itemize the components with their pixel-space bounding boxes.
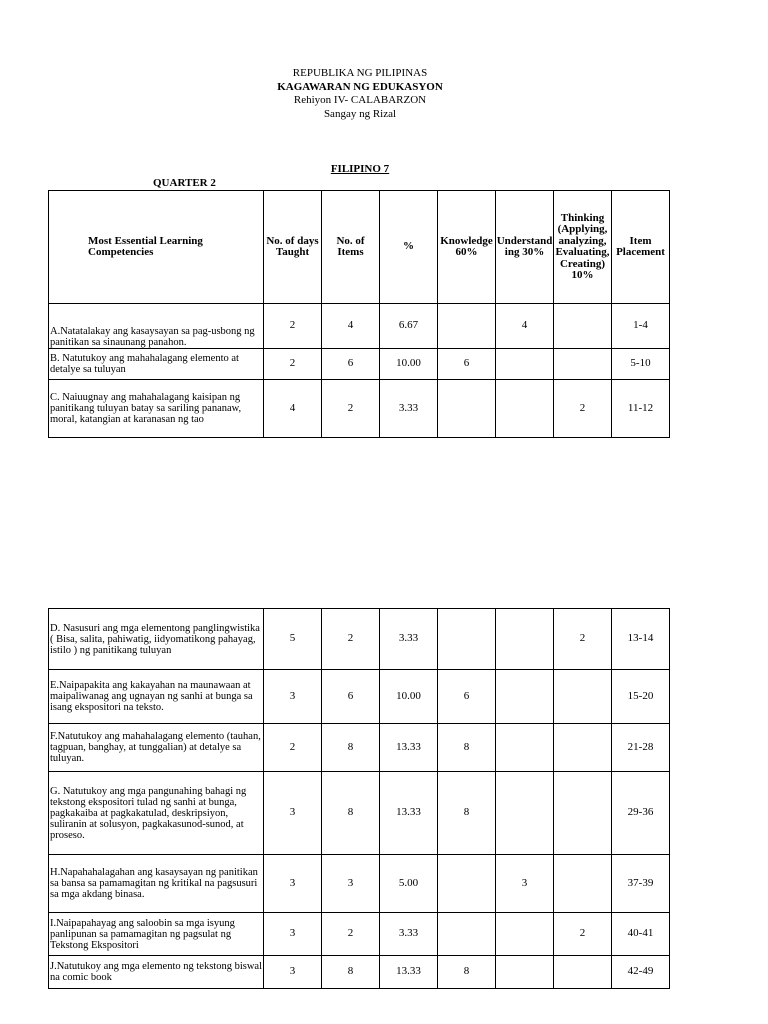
percent-cell: 3.33 <box>380 609 438 670</box>
items-cell: 2 <box>322 913 380 956</box>
placement-cell: 29-36 <box>612 772 670 855</box>
percent-cell: 13.33 <box>380 772 438 855</box>
placement-cell: 21-28 <box>612 724 670 772</box>
table-header-row <box>49 191 670 304</box>
understanding-cell: 3 <box>496 855 554 913</box>
thinking-cell <box>554 670 612 724</box>
knowledge-cell <box>438 913 496 956</box>
knowledge-cell: 8 <box>438 956 496 989</box>
days-cell: 3 <box>264 772 322 855</box>
days-cell: 2 <box>264 724 322 772</box>
competency-cell: C. Naiuugnay ang mahahalagang kaisipan ng panitikang tuluyan batay sa sariling pananaw, moral, katangian at karanasan ng tao <box>49 380 264 438</box>
placement-cell: 11-12 <box>612 380 670 438</box>
understanding-cell <box>496 609 554 670</box>
understanding-cell: 4 <box>496 304 554 349</box>
competency-cell: B. Natutukoy ang mahahalagang elemento at detalye sa tuluyan <box>49 349 264 380</box>
table-row <box>49 609 670 670</box>
thinking-cell <box>554 349 612 380</box>
placement-cell: 40-41 <box>612 913 670 956</box>
competency-cell: J.Natutukoy ang mga elemento ng tekstong biswal na comic book <box>49 956 264 989</box>
knowledge-cell: 6 <box>438 349 496 380</box>
items-cell: 8 <box>322 724 380 772</box>
percent-cell: 5.00 <box>380 855 438 913</box>
items-cell: 2 <box>322 380 380 438</box>
competency-cell: E.Naipapakita ang kakayahan na maunawaan at maipaliwanag ang ugnayan ng sanhi at bunga sa isang ekspositori na teksto. <box>49 670 264 724</box>
days-cell: 3 <box>264 855 322 913</box>
knowledge-cell <box>438 855 496 913</box>
understanding-cell <box>496 956 554 989</box>
days-cell: 3 <box>264 670 322 724</box>
thinking-cell: 2 <box>554 609 612 670</box>
percent-cell: 3.33 <box>380 913 438 956</box>
placement-cell: 15-20 <box>612 670 670 724</box>
competency-cell: F.Natutukoy ang mahahalagang elemento (tauhan, tagpuan, banghay, at tunggalian) at detalye sa tuluyan. <box>49 724 264 772</box>
understanding-cell <box>496 349 554 380</box>
knowledge-cell: 8 <box>438 724 496 772</box>
thinking-cell: 2 <box>554 913 612 956</box>
percent-cell: 13.33 <box>380 724 438 772</box>
understanding-cell <box>496 724 554 772</box>
items-cell: 4 <box>322 304 380 349</box>
col-header-days: No. of days Taught <box>264 191 322 304</box>
days-cell: 2 <box>264 349 322 380</box>
competency-cell: I.Naipapahayag ang saloobin sa mga isyung panlipunan sa pamamagitan ng pagsulat ng Tekstong Ekspositori <box>49 913 264 956</box>
placement-cell: 1-4 <box>612 304 670 349</box>
table-row <box>49 913 670 956</box>
placement-cell: 13-14 <box>612 609 670 670</box>
quarter-label: QUARTER 2 <box>153 177 216 189</box>
thinking-cell <box>554 724 612 772</box>
subject-title: FILIPINO 7 <box>330 163 390 175</box>
items-cell: 3 <box>322 855 380 913</box>
percent-cell: 3.33 <box>380 380 438 438</box>
thinking-cell <box>554 956 612 989</box>
thinking-cell <box>554 855 612 913</box>
percent-cell: 10.00 <box>380 670 438 724</box>
days-cell: 2 <box>264 304 322 349</box>
understanding-cell <box>496 670 554 724</box>
days-cell: 3 <box>264 956 322 989</box>
items-cell: 6 <box>322 670 380 724</box>
table-row <box>49 956 670 989</box>
items-cell: 8 <box>322 772 380 855</box>
days-cell: 5 <box>264 609 322 670</box>
table-row <box>49 772 670 855</box>
table-row <box>49 349 670 380</box>
knowledge-cell: 6 <box>438 670 496 724</box>
placement-cell: 5-10 <box>612 349 670 380</box>
thinking-cell <box>554 304 612 349</box>
tos-table-page2 <box>48 608 670 989</box>
knowledge-cell: 8 <box>438 772 496 855</box>
tos-table-page1 <box>48 190 670 438</box>
days-cell: 3 <box>264 913 322 956</box>
header-republic: REPUBLIKA NG PILIPINAS <box>292 67 428 79</box>
col-header-understanding: Understand ing 30% <box>496 191 554 304</box>
col-header-items: No. of Items <box>322 191 380 304</box>
items-cell: 8 <box>322 956 380 989</box>
placement-cell: 37-39 <box>612 855 670 913</box>
competency-cell: G. Natutukoy ang mga pangunahing bahagi ng tekstong ekspositori tulad ng sanhi at bunga, pagkakaiba at pagkakatulad, deskripsiyon, suliranin at solusyon, pagkakasunod-sunod, at proseso. <box>49 772 264 855</box>
col-header-percent: % <box>380 191 438 304</box>
knowledge-cell <box>438 609 496 670</box>
col-header-competency: Most Essential Learning Competencies <box>49 191 264 304</box>
understanding-cell <box>496 772 554 855</box>
days-cell: 4 <box>264 380 322 438</box>
items-cell: 6 <box>322 349 380 380</box>
percent-cell: 13.33 <box>380 956 438 989</box>
header-department: KAGAWARAN NG EDUKASYON <box>277 81 443 93</box>
understanding-cell <box>496 913 554 956</box>
table-row <box>49 304 670 349</box>
col-header-knowledge: Knowledge 60% <box>438 191 496 304</box>
items-cell: 2 <box>322 609 380 670</box>
table-row <box>49 380 670 438</box>
col-header-placement: Item Placement <box>612 191 670 304</box>
placement-cell: 42-49 <box>612 956 670 989</box>
knowledge-cell <box>438 380 496 438</box>
table-row <box>49 670 670 724</box>
knowledge-cell <box>438 304 496 349</box>
col-header-thinking: Thinking (Applying, analyzing, Evaluating, Creating) 10% <box>554 191 612 304</box>
header-region: Rehiyon IV- CALABARZON <box>293 94 427 106</box>
percent-cell: 10.00 <box>380 349 438 380</box>
competency-cell: D. Nasusuri ang mga elementong panglingwistika ( Bisa, salita, pahiwatig, iidyomatikong pahayag, istilo ) ng panitikang tuluyan <box>49 609 264 670</box>
table-row <box>49 724 670 772</box>
thinking-cell: 2 <box>554 380 612 438</box>
thinking-cell <box>554 772 612 855</box>
table-row <box>49 855 670 913</box>
competency-cell: H.Napahahalagahan ang kasaysayan ng panitikan sa bansa sa pamamagitan ng kritikal na pagsusuri sa mga akdang binasa. <box>49 855 264 913</box>
percent-cell: 6.67 <box>380 304 438 349</box>
understanding-cell <box>496 380 554 438</box>
competency-cell: A.Natatalakay ang kasaysayan sa pag-usbong ng panitikan sa sinaunang panahon. <box>49 304 264 349</box>
header-division: Sangay ng Rizal <box>323 108 397 120</box>
